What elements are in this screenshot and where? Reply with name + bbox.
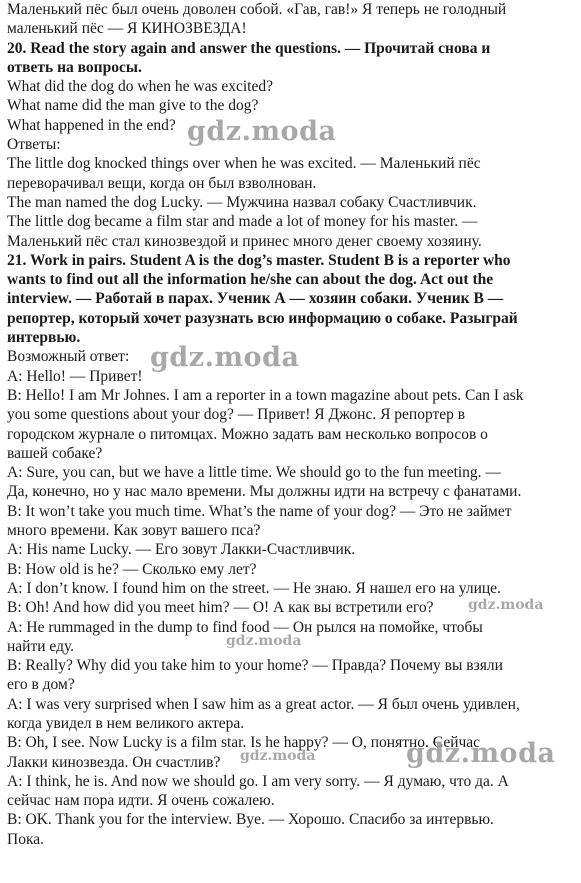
dialogue-line: A: He rummaged in the dump to find food — Он рылся на помойке, чтобы [7, 618, 483, 636]
possible-answer-label: Возможный ответ: [7, 348, 130, 366]
answer-line: The man named the dog Lucky. — Мужчина назвал собаку Счастливчик. [7, 193, 477, 211]
dialogue-line: Лакки кинозвезда. Он счастлив? [7, 753, 221, 771]
watermark: gdz.moda [187, 116, 337, 147]
dialogue-line: найти еду. [7, 637, 75, 655]
task-21-heading: 21. Work in pairs. Student A is the dog’s master. Student B is a reporter who [7, 251, 511, 269]
watermark: gdz.moda [150, 342, 300, 373]
task-20-heading: 20. Read the story again and answer the questions. — Прочитай снова и [7, 39, 491, 57]
dialogue-line: B: Oh, I see. Now Lucky is a film star. Is he happy? — О, понятно. Сейчас [7, 734, 481, 752]
dialogue-line: много времени. Как зовут вашего пса? [7, 522, 261, 540]
watermark: gdz.moda [406, 738, 556, 769]
dialogue-line: вашей собаке? [7, 444, 103, 462]
question: What happened in the end? [7, 116, 176, 134]
answer-line: переворачивал вещи, когда он был взволнован. [7, 174, 317, 192]
dialogue-line: B: Oh! And how did you meet him? — О! А как вы встретили его? [7, 599, 434, 617]
task-20-heading: ответь на вопросы. [7, 58, 142, 76]
answer-line: The little dog knocked things over when he was excited. — Маленький пёс [7, 155, 481, 173]
dialogue-line: Да, конечно, но у нас мало времени. Мы должны идти на встречу с фанатами. [7, 483, 522, 501]
dialogue-line: B: It won’t take you much time. What’s the name of your dog? — Это не займет [7, 502, 512, 520]
dialogue-line: A: I was very surprised when I saw him as a great actor. — Я был очень удивлен, [7, 695, 520, 713]
task-21-heading: wants to find out all the information he/she can about the dog. Act out the [7, 271, 494, 289]
dialogue-line: городском журнале о питомцах. Можно задать вам несколько вопросов о [7, 425, 488, 443]
answer-line: The little dog became a film star and made a lot of money for his master. — [7, 213, 478, 231]
answer-line: Маленький пёс стал кинозвездой и принес много денег своему хозяину. [7, 232, 482, 250]
dialogue-line: A: I don’t know. I found him on the street. — Не знаю. Я нашел его на улице. [7, 579, 501, 597]
dialogue-line: A: Hello! — Привет! [7, 367, 143, 385]
task-21-heading: interview. — Работай в парах. Ученик А — хозяин собаки. Ученик В — [7, 290, 504, 308]
answers-label: Ответы: [7, 136, 61, 154]
dialogue-line: A: I think, he is. And now we should go. I am very sorry. — Я думаю, что да. А [7, 772, 509, 790]
task-21-heading: репортер, который хочет разузнать всю информацию о собаке. Разыграй [7, 309, 518, 327]
watermark: gdz.moda [240, 748, 316, 764]
dialogue-line: его в дом? [7, 676, 75, 694]
watermark: gdz.moda [226, 633, 302, 649]
question: What did the dog do when he was excited? [7, 78, 273, 96]
dialogue-line: сейчас нам пора идти. Я очень сожалею. [7, 792, 275, 810]
dialogue-line: A: His name Lucky. — Его зовут Лакки-Счастливчик. [7, 541, 356, 559]
dialogue-line: B: OK. Thank you for the interview. Bye. — Хорошо. Спасибо за интервью. [7, 811, 494, 829]
dialogue-line: B: Really? Why did you take him to your home? — Правда? Почему вы взяли [7, 657, 503, 675]
task-21-heading: интервью. [7, 329, 81, 347]
dialogue-line: Пока. [7, 830, 44, 848]
dialogue-line: B: How old is he? — Сколько ему лет? [7, 560, 257, 578]
watermark: gdz.moda [468, 597, 544, 613]
dialogue-line: you some questions about your dog? — Привет! Я Джонс. Я репортер в [7, 406, 466, 424]
dialogue-line: A: Sure, you can, but we have a little time. We should go to the fun meeting. — [7, 464, 501, 482]
intro-line: Маленький пёс был очень доволен собой. «Гав, гав!» Я теперь не голодный [7, 1, 507, 18]
intro-line: маленький пёс — Я КИНОЗВЕЗДА! [7, 20, 247, 38]
dialogue-line: B: Hello! I am Mr Johnes. I am a reporter in a town magazine about pets. Can I ask [7, 386, 524, 404]
dialogue-line: когда увидел в нем великого актера. [7, 714, 245, 732]
question: What name did the man give to the dog? [7, 97, 259, 115]
